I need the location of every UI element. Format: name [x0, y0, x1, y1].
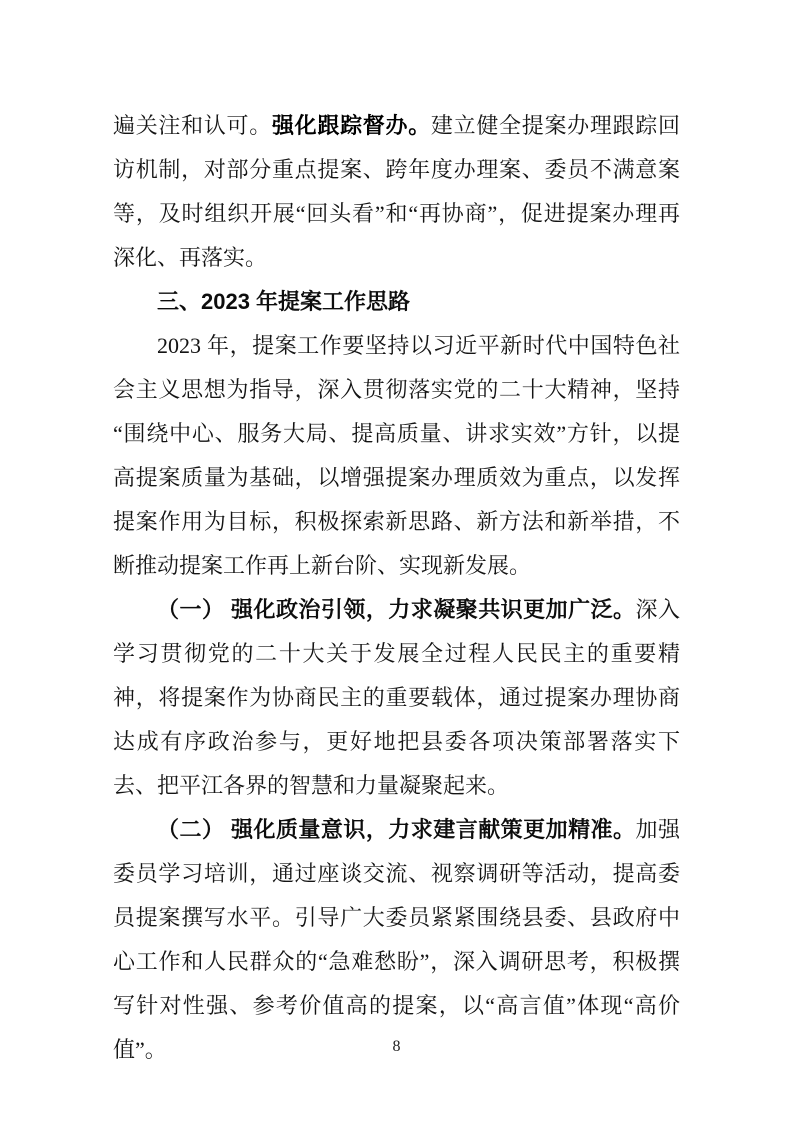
lead-phrase-item-1: （一） 强化政治引领，力求凝聚共识更加广泛。	[157, 597, 636, 622]
paragraph-guiding-principles: 2023 年，提案工作要坚持以习近平新时代中国特色社会主义思想为指导，深入贯彻落实党的二十大精神，坚持“围绕中心、服务大局、提高质量、讲求实效”方针，以提高提案质量为基础，以增强提案办理质效为重点，以发挥提案作用为目标，积极探索新思路、新方法和新举措，不断推动提案工作再上新台阶、实现新发展。	[113, 333, 680, 578]
paragraph-item-2-quality-awareness	[113, 808, 680, 1072]
paragraph-text-run: 深入学习贯彻党的二十大关于发展全过程人民民主的重要精神，将提案作为协商民主的重要载体，通过提案办理协商达成有序政治参与，更好地把县委各项决策部署落实下去、把平江各界的智慧和力量凝聚起来。	[113, 597, 680, 798]
paragraph-text-run: 加强委员学习培训，通过座谈交流、视察调研等活动，提高委员提案撰写水平。引导广大委员紧紧围绕县委、县政府中心工作和人民群众的“急难愁盼”，深入调研思考，积极撰写针对性强、参考价值高的提案，以“高言值”体现“高价值”。	[113, 817, 680, 1062]
document-content	[113, 104, 680, 1072]
page-number: 8	[392, 1038, 401, 1055]
section-heading-2023-work-plan: 三、2023 年提案工作思路	[157, 289, 411, 314]
paragraph-text-run: 遍关注和认可。	[113, 113, 272, 138]
paragraph-tracking-supervision	[113, 104, 680, 280]
paragraph-item-1-political-guidance	[113, 588, 680, 808]
lead-phrase-item-2: （二） 强化质量意识，力求建言献策更加精准。	[157, 817, 636, 842]
paragraph-text-run: 建立健全提案办理跟踪回访机制，对部分重点提案、跨年度办理案、委员不满意案等，及时组织开展“回头看”和“再协商”，促进提案办理再深化、再落实。	[113, 113, 680, 270]
bold-phrase-tracking-supervision: 强化跟踪督办。	[271, 113, 431, 138]
